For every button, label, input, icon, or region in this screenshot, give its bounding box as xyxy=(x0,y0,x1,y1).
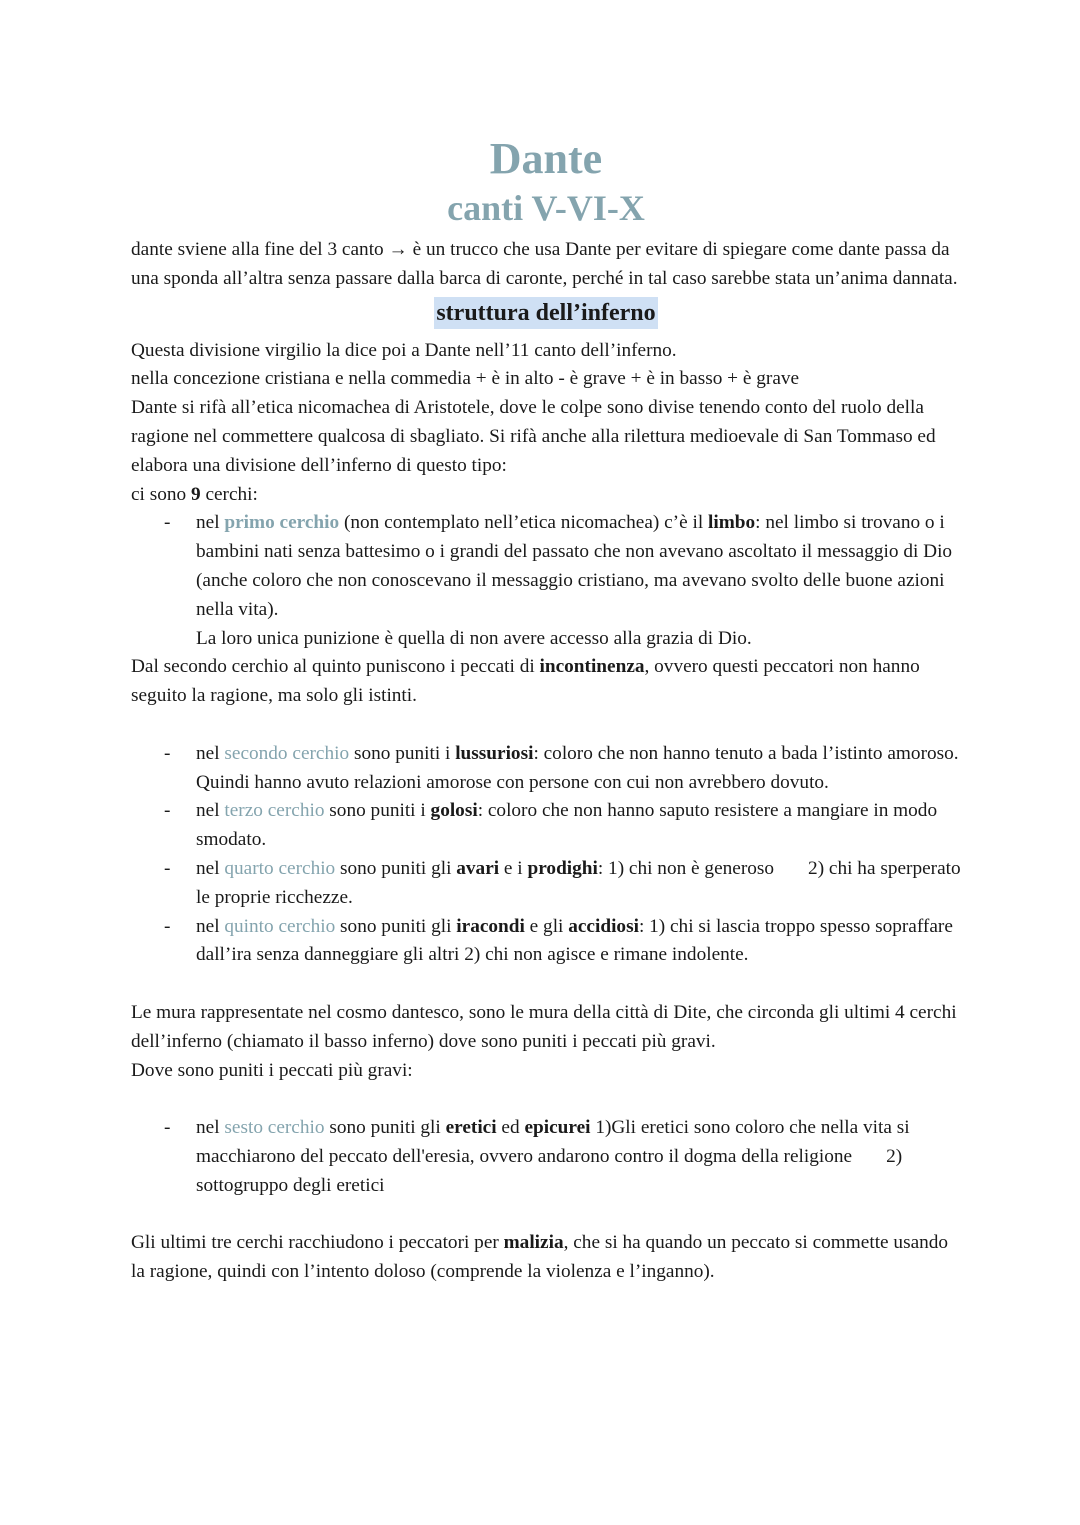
circle-name: quarto cerchio xyxy=(224,857,336,879)
paragraph-peccati-gravi: Dove sono puniti i peccati più gravi: xyxy=(131,1059,413,1081)
circle-name: sesto cerchio xyxy=(224,1117,325,1139)
paragraph-mura: Le mura rappresentate nel cosmo dantesco, sono le mura della città di Dite, che circonda gli ultimi 4 cerchi dell’inferno (chiamato il basso inferno) dove sono puniti i peccati più gravi. xyxy=(131,1001,957,1052)
page-title: Dante xyxy=(489,134,603,183)
section-heading xyxy=(131,297,961,336)
list-dash: - xyxy=(164,915,171,937)
paragraph-cerchi-count: ci sono 9 cerchi: xyxy=(131,483,258,505)
paragraph-incontinenza: Dal secondo cerchio al quinto puniscono i peccati di incontinenza, ovvero questi peccatori non hanno seguito la ragione, ma solo gli istinti. xyxy=(131,656,920,707)
first-circle-punishment: La loro unica punizione è quella di non avere accesso alla grazia di Dio. xyxy=(196,627,752,649)
circles-list xyxy=(131,740,961,970)
sixth-circle-list xyxy=(131,1114,961,1200)
list-dash: - xyxy=(164,1117,171,1139)
document-page xyxy=(131,132,961,1287)
list-item-secondo-cerchio: - nel secondo cerchio sono puniti i lussuriosi: coloro che non hanno tenuto a bada l’istinto amoroso. Quindi hanno avuto relazioni amorose con persone con cui non avrebbero dovuto. xyxy=(131,740,961,798)
first-circle-list xyxy=(131,509,961,653)
list-dash: - xyxy=(164,512,171,534)
list-dash: - xyxy=(164,800,171,822)
circle-name: quinto cerchio xyxy=(224,915,336,937)
list-item-terzo-cerchio: - nel terzo cerchio sono puniti i golosi: coloro che non hanno saputo resistere a mangiare in modo smodato. xyxy=(131,797,961,855)
section-heading-text: struttura dell’inferno xyxy=(434,297,657,329)
list-item-quinto-cerchio: - nel quinto cerchio sono puniti gli iracondi e gli accidiosi: 1) chi si lascia troppo spesso sopraffare dall’ira senza danneggiare gli altri 2) chi non agisce e rimane indolente. xyxy=(131,913,961,971)
list-item-quarto-cerchio: - nel quarto cerchio sono puniti gli avari e i prodighi: 1) chi non è generoso 2) chi ha sperperato le proprie ricchezze. xyxy=(131,855,961,913)
list-item-sesto-cerchio: - nel sesto cerchio sono puniti gli eretici ed epicurei 1)Gli eretici sono coloro che nella vita si macchiarono del peccato dell'eresia, ovvero andarono contro il dogma della religione 2) sottogruppo degli eretici xyxy=(131,1114,961,1200)
paragraph-malizia: Gli ultimi tre cerchi racchiudono i peccatori per malizia, che si ha quando un peccato si commette usando la ragione, quindi con l’intento doloso (comprende la violenza e l’inganno). xyxy=(131,1232,949,1283)
page-subtitle: canti V-VI-X xyxy=(447,188,645,228)
list-dash: - xyxy=(164,742,171,764)
intro-paragraph: dante sviene alla fine del 3 canto → è un trucco che usa Dante per evitare di spiegare come dante passa da una sponda all’altra senza passare dalla barca di caronte, perché in tal caso sarebbe stata un’anima dannata. xyxy=(131,239,958,289)
list-dash: - xyxy=(164,857,171,879)
paragraph-aristotele: Dante si rifà all’etica nicomachea di Aristotele, dove le colpe sono divise tenendo conto del ruolo della ragione nel commettere qualcosa di sbagliato. Si rifà anche alla rilettura medioevale di San Tommaso ed elabora una divisione dell’inferno di questo tipo: xyxy=(131,397,936,476)
paragraph-concezione: nella concezione cristiana e nella commedia + è in alto - è grave + è in basso + è grave xyxy=(131,368,800,390)
list-item-primo-cerchio: - nel primo cerchio (non contemplato nell’etica nicomachea) c’è il limbo: nel limbo si trovano o i bambini nati senza battesimo o i grandi del passato che non avevano ascoltato il messaggio di Dio (anche coloro che non conoscevano il messaggio cristiano, ma avevano svolto delle buone azioni nella vita). La loro unica punizione è quella di non avere accesso alla grazia di Dio. xyxy=(131,509,961,653)
circle-name: terzo cerchio xyxy=(224,800,325,822)
circle-name: primo cerchio xyxy=(224,512,340,534)
paragraph-division: Questa divisione virgilio la dice poi a Dante nell’11 canto dell’inferno. xyxy=(131,339,677,361)
circle-name: secondo cerchio xyxy=(224,742,350,764)
